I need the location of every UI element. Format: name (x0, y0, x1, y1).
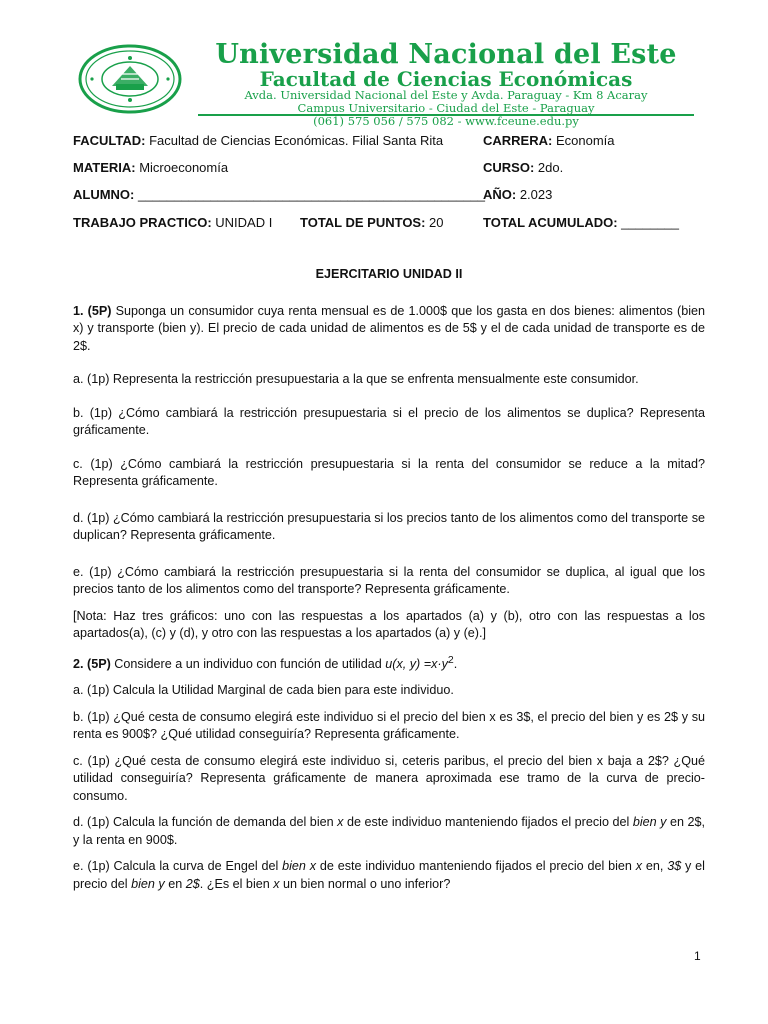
question-1a: a. (1p) Representa la restricción presupuestaria a la que se enfrenta mensualmente este consumidor. (73, 372, 639, 386)
facultad-field: FACULTAD: Facultad de Ciencias Económicas. Filial Santa Rita (73, 133, 444, 148)
question-1b: b. (1p) ¿Cómo cambiará la restricción presupuestaria si el precio de los alimentos se duplica? Representa gráficamente. (73, 405, 705, 437)
question-1d: d. (1p) ¿Cómo cambiará la restricción presupuestaria si los precios tanto de los alimentos como del transporte se duplican? Representa gráficamente. (73, 510, 705, 542)
exercise-body (73, 266, 705, 893)
alumno-field: ALUMNO: ________________________________________________ (73, 187, 486, 202)
page-number: 1 (694, 949, 701, 963)
question-2a: a. (1p) Calcula la Utilidad Marginal de cada bien para este individuo. (73, 683, 454, 698)
question-1-label: 1. (5P) (73, 303, 112, 318)
question-1: 1. (5P) Suponga un consumidor cuya renta mensual es de 1.000$ que los gasta en dos bienes: alimentos (bien x) y transporte (bien y). El precio de cada unidad de alimentos es de 5$ y el de cada unidad de transporte es de 2$. (73, 303, 705, 353)
address-line-2: Campus Universitario - Ciudad del Este - Paraguay (297, 101, 595, 115)
anio-field: AÑO: 2.023 (483, 187, 553, 202)
question-2d: d. (1p) Calcula la función de demanda del bien x de este individuo manteniendo fijados el precio del bien y en 2$, y la renta en 900$. (73, 815, 706, 847)
total-puntos-field: TOTAL DE PUNTOS: 20 (300, 215, 444, 230)
utility-function: u(x, y) =x·y (385, 656, 448, 671)
question-2c: c. (1p) ¿Qué cesta de consumo elegirá este individuo si, ceteris paribus, el precio del bien x baja a 2$? ¿Qué utilidad conseguiría? Representa gráficamente de manera aproximada ese tramo de la curva de precio-consumo. (73, 753, 705, 803)
university-seal-icon (78, 44, 182, 114)
letterhead (74, 39, 694, 128)
university-name: Universidad Nacional del Este (215, 39, 677, 70)
carrera-field: CARRERA: Economía (483, 133, 615, 148)
question-1e: e. (1p) ¿Cómo cambiará la restricción presupuestaria si la renta del consumidor se duplica, al igual que los precios tanto de los alimentos como del transporte? Representa gráficamente. (73, 564, 705, 596)
section-title: EJERCITARIO UNIDAD II (315, 267, 463, 281)
trabajo-practico-field: TRABAJO PRACTICO: UNIDAD I (73, 215, 273, 230)
contact-line: (061) 575 056 / 575 082 - www.fceune.edu.py (313, 114, 579, 128)
total-acumulado-field: TOTAL ACUMULADO: ________ (483, 215, 680, 230)
faculty-name: Facultad de Ciencias Económicas (259, 67, 633, 91)
materia-field: MATERIA: Microeconomía (73, 160, 229, 175)
note-paragraph: [Nota: Haz tres gráficos: uno con las respuestas a los apartados (a) y (b), otro con las respuestas a los apartados(a), (c) y (d), y otro con las respuestas a los apartados (a) y (e).] (73, 608, 705, 640)
question-2e: e. (1p) Calcula la curva de Engel del bien x de este individuo manteniendo fijados el precio del bien x en, 3$ y el precio del bien y en 2$. ¿Es el bien x un bien normal o uno inferior? (73, 859, 705, 891)
address-line-1: Avda. Universidad Nacional del Este y Avda. Paraguay - Km 8 Acaray (244, 88, 648, 102)
question-1c: c. (1p) ¿Cómo cambiará la restricción presupuestaria si la renta del consumidor se reduce a la mitad? Representa gráficamente. (73, 456, 705, 488)
curso-field: CURSO: 2do. (483, 160, 564, 175)
letterhead-divider (198, 114, 694, 116)
question-2-label: 2. (5P) (73, 656, 111, 671)
question-2: 2. (5P) Considere a un individuo con función de utilidad u(x, $y) =x\cdot y^2$. (73, 653, 458, 671)
question-2b: b. (1p) ¿Qué cesta de consumo elegirá este individuo si el precio del bien x es 3$, el precio del bien y es 2$ y su renta es 900$? ¿Qué utilidad conseguiría? Representa gráficamente. (73, 709, 705, 742)
